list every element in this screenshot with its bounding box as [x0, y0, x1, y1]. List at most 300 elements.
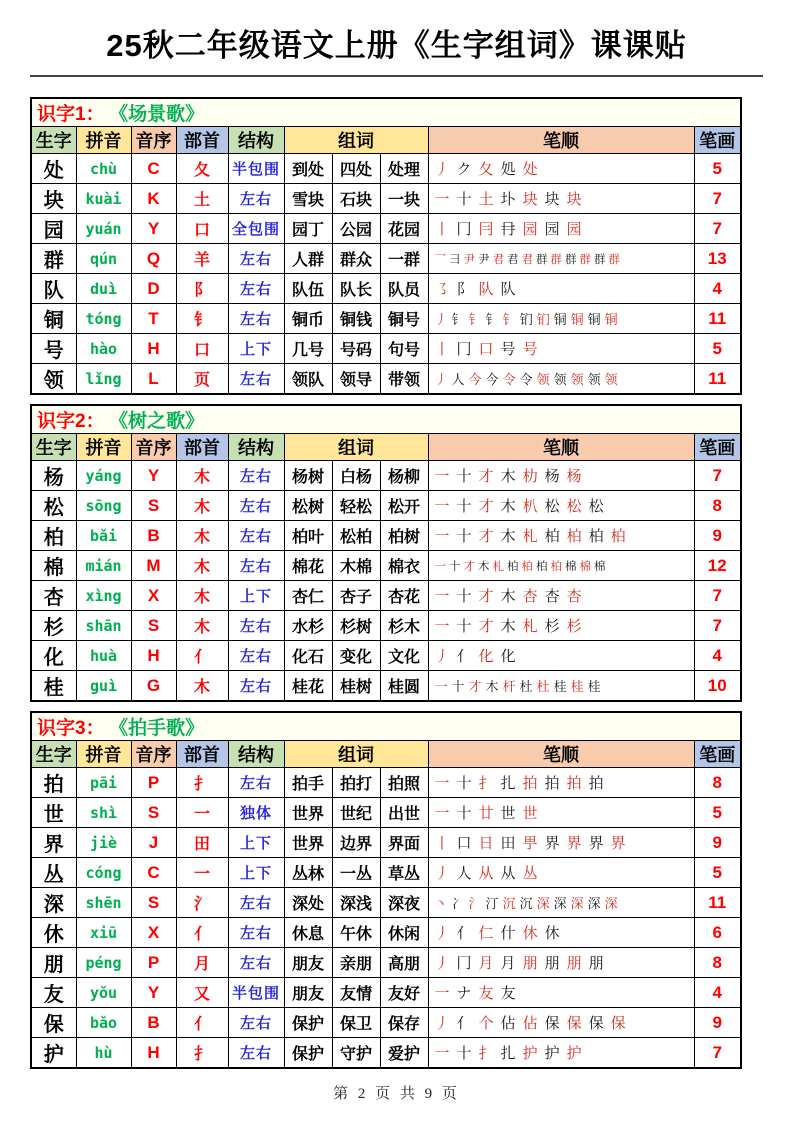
char-cell: 世: [31, 798, 76, 828]
stroke-step: 群: [565, 251, 577, 266]
page-title: 25秋二年级语文上册《生字组词》课课贴: [106, 28, 687, 63]
structure-cell: 半包围: [228, 154, 284, 184]
stroke-step: 护: [566, 1044, 582, 1062]
radical-cell: 一: [176, 798, 228, 828]
stroke-step: 丿: [434, 160, 450, 178]
stroke-step: 休: [544, 924, 560, 942]
stroke-step: 尹: [463, 251, 475, 266]
structure-cell: 左右: [228, 671, 284, 702]
stroke-step: 块: [522, 190, 538, 208]
word-cell: 午休: [332, 918, 380, 948]
radical-cell: 土: [176, 184, 228, 214]
stroke-step: 铜: [553, 313, 567, 328]
stroke-order-cell: [428, 1038, 694, 1069]
stroke-step: 今: [468, 373, 482, 388]
char-cell: 保: [31, 1008, 76, 1038]
stroke-step: 十: [456, 804, 472, 822]
character-row: [31, 768, 741, 798]
character-row: [31, 184, 741, 214]
column-header-words: 组词: [284, 127, 428, 154]
stroke-step: ㇌: [434, 280, 450, 298]
character-row: [31, 828, 741, 858]
stroke-step: 杏: [544, 587, 560, 605]
stroke-step: ナ: [456, 984, 472, 1002]
word-cell: 丛林: [284, 858, 332, 888]
stroke-step: 朋: [522, 954, 538, 972]
stroke-order-cell: [428, 461, 694, 491]
stroke-step: 冂: [456, 954, 472, 972]
stroke-count-cell: 7: [694, 611, 741, 641]
lesson-title-row: [31, 98, 741, 127]
word-cell: 杏子: [332, 581, 380, 611]
column-header-pinyin: 拼音: [76, 741, 131, 768]
stroke-step: 从: [500, 864, 516, 882]
pinyin-cell: xìng: [76, 581, 131, 611]
radical-cell: 月: [176, 948, 228, 978]
column-header-count: 笔画: [694, 434, 741, 461]
stroke-step: 拍: [588, 774, 604, 792]
stroke-step: 才: [478, 617, 494, 635]
stroke-step: 钅: [468, 313, 482, 328]
stroke-count-cell: 8: [694, 491, 741, 521]
initial-cell: B: [131, 1008, 176, 1038]
stroke-step: 木: [485, 680, 499, 695]
stroke-order-cell: [428, 798, 694, 828]
stroke-step: 柏: [610, 527, 626, 545]
char-cell: 松: [31, 491, 76, 521]
stroke-step: 世: [500, 804, 516, 822]
structure-cell: 左右: [228, 364, 284, 395]
stroke-count-cell: 6: [694, 918, 741, 948]
stroke-step: 队: [478, 280, 494, 298]
word-cell: 带领: [380, 364, 428, 395]
word-cell: 边界: [332, 828, 380, 858]
stroke-step: 队: [500, 280, 516, 298]
stroke-step: 柏: [536, 558, 548, 573]
stroke-step: 领: [604, 373, 618, 388]
stroke-step: 彐: [449, 251, 461, 266]
stroke-count-cell: 7: [694, 214, 741, 244]
column-header-radical: 部首: [176, 434, 228, 461]
table-body: [31, 768, 741, 1069]
word-cell: 松开: [380, 491, 428, 521]
structure-cell: 左右: [228, 184, 284, 214]
word-cell: 守护: [332, 1038, 380, 1069]
pinyin-cell: tóng: [76, 304, 131, 334]
stroke-step: 深: [536, 897, 550, 912]
word-cell: 领导: [332, 364, 380, 395]
word-cell: 到处: [284, 154, 332, 184]
stroke-step: 甼: [522, 834, 538, 852]
stroke-step: 今: [485, 373, 499, 388]
char-cell: 领: [31, 364, 76, 395]
pinyin-cell: huà: [76, 641, 131, 671]
word-cell: 杉木: [380, 611, 428, 641]
word-cell: 棉花: [284, 551, 332, 581]
structure-cell: 左右: [228, 1038, 284, 1069]
structure-cell: 左右: [228, 948, 284, 978]
stroke-order-cell: [428, 918, 694, 948]
word-cell: 杉树: [332, 611, 380, 641]
stroke-step: 廿: [478, 804, 494, 822]
word-cell: 出世: [380, 798, 428, 828]
structure-cell: 左右: [228, 491, 284, 521]
column-header-row: [31, 127, 741, 154]
initial-cell: D: [131, 274, 176, 304]
stroke-step: 丿: [434, 647, 450, 665]
stroke-step: 领: [553, 373, 567, 388]
pinyin-cell: lǐng: [76, 364, 131, 395]
stroke-step: 尹: [478, 251, 490, 266]
stroke-step: 界: [544, 834, 560, 852]
stroke-step: 丿: [434, 924, 450, 942]
stroke-step: 才: [478, 497, 494, 515]
structure-cell: 上下: [228, 581, 284, 611]
stroke-step: 才: [478, 527, 494, 545]
stroke-count-cell: 4: [694, 641, 741, 671]
stroke-step: 钔: [536, 313, 550, 328]
word-cell: 深夜: [380, 888, 428, 918]
stroke-order-cell: [428, 768, 694, 798]
pinyin-cell: yáng: [76, 461, 131, 491]
stroke-step: 木: [500, 617, 516, 635]
stroke-step: 十: [456, 190, 472, 208]
stroke-step: 群: [550, 251, 562, 266]
column-header-pinyin: 拼音: [76, 127, 131, 154]
table-body: [31, 461, 741, 702]
word-cell: 拍照: [380, 768, 428, 798]
word-cell: 变化: [332, 641, 380, 671]
structure-cell: 上下: [228, 828, 284, 858]
stroke-step: 朋: [566, 954, 582, 972]
stroke-step: 仁: [478, 924, 494, 942]
radical-cell: 木: [176, 671, 228, 702]
word-cell: 铜号: [380, 304, 428, 334]
structure-cell: 半包围: [228, 978, 284, 1008]
initial-cell: Y: [131, 461, 176, 491]
pinyin-cell: mián: [76, 551, 131, 581]
stroke-step: 界: [566, 834, 582, 852]
radical-cell: 木: [176, 491, 228, 521]
char-cell: 号: [31, 334, 76, 364]
word-cell: 朋友: [284, 948, 332, 978]
stroke-step: 君: [492, 251, 504, 266]
stroke-step: 棉: [579, 558, 591, 573]
char-cell: 杨: [31, 461, 76, 491]
stroke-step: 日: [478, 834, 494, 852]
radical-cell: 木: [176, 581, 228, 611]
initial-cell: H: [131, 334, 176, 364]
column-header-char: 生字: [31, 741, 76, 768]
initial-cell: P: [131, 948, 176, 978]
word-cell: 休闲: [380, 918, 428, 948]
stroke-step: 冂: [456, 340, 472, 358]
stroke-step: 处: [522, 160, 538, 178]
character-row: [31, 918, 741, 948]
stroke-step: 朋: [544, 954, 560, 972]
initial-cell: C: [131, 858, 176, 888]
char-cell: 处: [31, 154, 76, 184]
stroke-step: 钅: [451, 313, 465, 328]
initial-cell: X: [131, 581, 176, 611]
column-header-initial: 音序: [131, 127, 176, 154]
structure-cell: 左右: [228, 768, 284, 798]
pinyin-cell: péng: [76, 948, 131, 978]
stroke-count-cell: 12: [694, 551, 741, 581]
radical-cell: 亻: [176, 918, 228, 948]
stroke-step: 君: [507, 251, 519, 266]
initial-cell: X: [131, 918, 176, 948]
character-row: [31, 798, 741, 828]
char-cell: 柏: [31, 521, 76, 551]
word-cell: 群众: [332, 244, 380, 274]
radical-cell: 口: [176, 334, 228, 364]
stroke-step: 柏: [544, 527, 560, 545]
stroke-step: 十: [451, 680, 465, 695]
lesson-table-3: [30, 711, 793, 1069]
stroke-step: 杏: [522, 587, 538, 605]
word-cell: 棉衣: [380, 551, 428, 581]
stroke-step: 杆: [502, 680, 516, 695]
column-header-count: 笔画: [694, 741, 741, 768]
radical-cell: 亻: [176, 641, 228, 671]
stroke-count-cell: 11: [694, 888, 741, 918]
stroke-step: 月: [500, 954, 516, 972]
stroke-step: 拍: [522, 774, 538, 792]
character-row: [31, 978, 741, 1008]
character-row: [31, 244, 741, 274]
stroke-step: 才: [478, 467, 494, 485]
word-cell: 杏仁: [284, 581, 332, 611]
word-cell: 世纪: [332, 798, 380, 828]
radical-cell: 夂: [176, 154, 228, 184]
pinyin-cell: jiè: [76, 828, 131, 858]
structure-cell: 左右: [228, 1008, 284, 1038]
initial-cell: S: [131, 611, 176, 641]
stroke-step: 从: [478, 864, 494, 882]
char-cell: 深: [31, 888, 76, 918]
stroke-order-cell: [428, 828, 694, 858]
stroke-step: 化: [478, 647, 494, 665]
stroke-step: 扎: [500, 1044, 516, 1062]
stroke-step: 十: [456, 467, 472, 485]
initial-cell: C: [131, 154, 176, 184]
stroke-step: ク: [456, 160, 472, 178]
stroke-step: 柏: [588, 527, 604, 545]
initial-cell: S: [131, 798, 176, 828]
stroke-step: 杨: [566, 467, 582, 485]
word-cell: 公园: [332, 214, 380, 244]
stroke-step: 世: [522, 804, 538, 822]
stroke-step: 佔: [500, 1014, 516, 1032]
stroke-step: 柏: [521, 558, 533, 573]
stroke-step: 一: [434, 190, 450, 208]
stroke-step: 丿: [434, 864, 450, 882]
word-cell: 桂花: [284, 671, 332, 702]
stroke-step: 亻: [456, 647, 472, 665]
stroke-step: 才: [478, 587, 494, 605]
character-table: [30, 711, 742, 1069]
stroke-step: 才: [463, 558, 475, 573]
word-cell: 一群: [380, 244, 428, 274]
stroke-count-cell: 4: [694, 274, 741, 304]
stroke-step: 号: [500, 340, 516, 358]
initial-cell: J: [131, 828, 176, 858]
word-cell: 保卫: [332, 1008, 380, 1038]
pinyin-cell: xiū: [76, 918, 131, 948]
stroke-step: 沉: [519, 897, 533, 912]
column-header-row: [31, 434, 741, 461]
stroke-step: 冃: [478, 220, 494, 238]
word-cell: 拍手: [284, 768, 332, 798]
stroke-step: 丶: [434, 897, 448, 912]
lesson-table-1: [30, 97, 793, 395]
word-cell: 草丛: [380, 858, 428, 888]
word-cell: 铜币: [284, 304, 332, 334]
lesson-book-label: 《拍手歌》: [118, 718, 205, 739]
radical-cell: 页: [176, 364, 228, 395]
stroke-step: 丿: [434, 313, 448, 328]
stroke-count-cell: 4: [694, 978, 741, 1008]
stroke-step: 十: [456, 587, 472, 605]
stroke-order-cell: [428, 364, 694, 395]
word-cell: 保护: [284, 1008, 332, 1038]
stroke-step: 阝: [456, 280, 472, 298]
stroke-step: 桂: [587, 680, 601, 695]
word-cell: 深处: [284, 888, 332, 918]
initial-cell: P: [131, 768, 176, 798]
stroke-step: 十: [456, 774, 472, 792]
stroke-step: 一: [434, 497, 450, 515]
stroke-step: 什: [500, 924, 516, 942]
stroke-step: 夂: [478, 160, 494, 178]
stroke-step: 护: [522, 1044, 538, 1062]
stroke-step: 松: [588, 497, 604, 515]
column-header-count: 笔画: [694, 127, 741, 154]
structure-cell: 左右: [228, 888, 284, 918]
lesson-title-row: [31, 712, 741, 741]
stroke-order-cell: [428, 274, 694, 304]
stroke-step: 桂: [553, 680, 567, 695]
word-cell: 水杉: [284, 611, 332, 641]
pinyin-cell: cóng: [76, 858, 131, 888]
column-header-char: 生字: [31, 127, 76, 154]
character-row: [31, 858, 741, 888]
page-footer: 第 2 页 共 9 页: [333, 1086, 460, 1102]
char-cell: 杉: [31, 611, 76, 641]
initial-cell: H: [131, 1038, 176, 1069]
pinyin-cell: chù: [76, 154, 131, 184]
stroke-step: 木: [500, 467, 516, 485]
initial-cell: M: [131, 551, 176, 581]
lesson-title-cell: [31, 712, 741, 741]
radical-cell: 木: [176, 611, 228, 641]
char-cell: 队: [31, 274, 76, 304]
stroke-order-cell: [428, 1008, 694, 1038]
stroke-step: 朳: [522, 497, 538, 515]
stroke-step: 铜: [587, 313, 601, 328]
title-divider: [30, 75, 763, 77]
stroke-step: 冂: [456, 220, 472, 238]
column-header-strokes: 笔顺: [428, 741, 694, 768]
stroke-step: 君: [521, 251, 533, 266]
stroke-step: 木: [500, 497, 516, 515]
pinyin-cell: bǎi: [76, 521, 131, 551]
word-cell: 花园: [380, 214, 428, 244]
stroke-step: 柏: [550, 558, 562, 573]
char-cell: 化: [31, 641, 76, 671]
char-cell: 园: [31, 214, 76, 244]
stroke-step: 钅: [502, 313, 516, 328]
stroke-order-cell: [428, 551, 694, 581]
initial-cell: Q: [131, 244, 176, 274]
word-cell: 石块: [332, 184, 380, 214]
stroke-step: 园: [544, 220, 560, 238]
word-cell: 深浅: [332, 888, 380, 918]
pinyin-cell: shì: [76, 798, 131, 828]
initial-cell: Y: [131, 978, 176, 1008]
stroke-step: 札: [492, 558, 504, 573]
stroke-step: 棉: [565, 558, 577, 573]
stroke-step: 杜: [536, 680, 550, 695]
stroke-step: 号: [522, 340, 538, 358]
word-cell: 拍打: [332, 768, 380, 798]
radical-cell: 又: [176, 978, 228, 1008]
column-header-words: 组词: [284, 434, 428, 461]
word-cell: 世界: [284, 828, 332, 858]
word-cell: 界面: [380, 828, 428, 858]
pinyin-cell: yǒu: [76, 978, 131, 1008]
stroke-step: 亻: [456, 924, 472, 942]
word-cell: 句号: [380, 334, 428, 364]
lesson-title-cell: [31, 405, 741, 434]
word-cell: 杨树: [284, 461, 332, 491]
stroke-step: 友: [500, 984, 516, 1002]
stroke-step: 拍: [544, 774, 560, 792]
stroke-count-cell: 5: [694, 798, 741, 828]
char-cell: 友: [31, 978, 76, 1008]
character-row: [31, 948, 741, 978]
stroke-step: 口: [456, 834, 472, 852]
word-cell: 高朋: [380, 948, 428, 978]
column-header-strokes: 笔顺: [428, 127, 694, 154]
word-cell: 白杨: [332, 461, 380, 491]
stroke-order-cell: [428, 948, 694, 978]
pinyin-cell: yuán: [76, 214, 131, 244]
structure-cell: 左右: [228, 918, 284, 948]
word-cell: 亲朋: [332, 948, 380, 978]
stroke-step: 松: [566, 497, 582, 515]
stroke-count-cell: 5: [694, 858, 741, 888]
word-cell: 队长: [332, 274, 380, 304]
pinyin-cell: qún: [76, 244, 131, 274]
stroke-count-cell: 10: [694, 671, 741, 702]
character-table: [30, 404, 742, 702]
stroke-step: 柏: [566, 527, 582, 545]
stroke-order-cell: [428, 334, 694, 364]
stroke-step: 钅: [485, 313, 499, 328]
stroke-step: 沉: [502, 897, 516, 912]
column-header-row: [31, 741, 741, 768]
stroke-step: 木: [500, 587, 516, 605]
structure-cell: 左右: [228, 461, 284, 491]
stroke-count-cell: 7: [694, 581, 741, 611]
word-cell: 松树: [284, 491, 332, 521]
stroke-order-cell: [428, 888, 694, 918]
stroke-step: 丿: [434, 954, 450, 972]
stroke-count-cell: 7: [694, 184, 741, 214]
stroke-step: 桂: [570, 680, 584, 695]
